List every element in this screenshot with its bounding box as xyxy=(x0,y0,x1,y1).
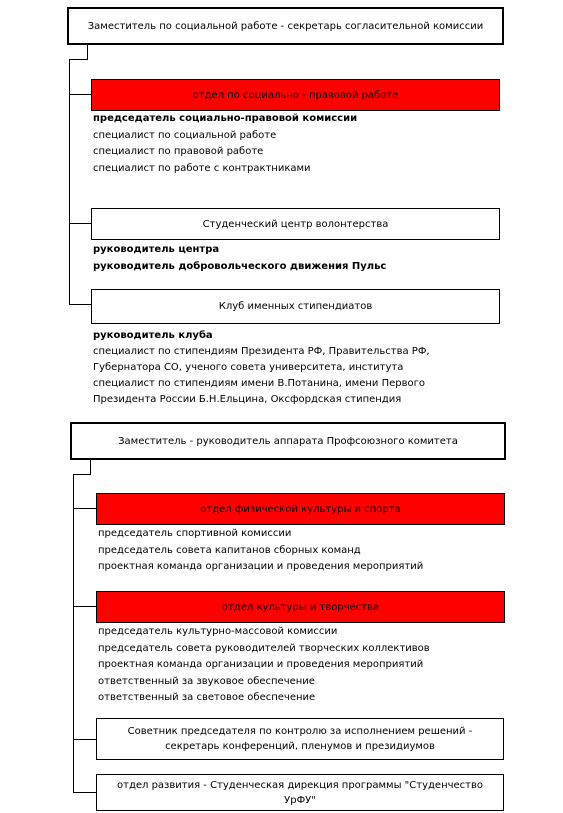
social-legal-dept-label: отдел по социально - правовой работе xyxy=(192,89,399,101)
staff-item: проектная команда организации и проведения мероприятий xyxy=(98,561,424,572)
staff-item: председатель культурно-массовой комиссии xyxy=(98,626,338,637)
deputy-social-head-box xyxy=(67,7,504,45)
staff-item: ответственный за световое обеспечение xyxy=(98,692,316,703)
volunteer-center-staff-list xyxy=(93,242,386,275)
staff-item: Президента России Б.Н.Ельцина, Оксфордская стипендия xyxy=(93,394,402,405)
staff-item: специалист по стипендиям Президента РФ, Правительства РФ, xyxy=(93,346,430,357)
staff-item: Губернатора СО, ученого совета университета, института xyxy=(93,362,404,373)
volunteer-center-label: Студенческий центр волонтерства xyxy=(202,218,389,230)
staff-item: председатель совета капитанов сборных команд xyxy=(98,544,361,556)
staff-item: председатель социально-правовой комиссии xyxy=(93,113,358,124)
staff-item: специалист по работе с контрактниками xyxy=(93,162,311,174)
culture-dept-label: отдел культуры и творчества xyxy=(221,601,380,613)
deputy-social-head-label: Заместитель по социальной работе - секретарь согласительной комиссии xyxy=(87,20,484,32)
staff-item: специалист по правовой работе xyxy=(93,146,264,157)
staff-item: председатель совета руководителей творческих коллективов xyxy=(98,642,430,654)
connector-dept1-2 xyxy=(69,223,91,224)
volunteer-center-box xyxy=(91,208,500,240)
sports-dept-staff-list xyxy=(98,526,423,576)
connector-head1-stub xyxy=(87,45,88,60)
deputy-apparatus-head-box xyxy=(70,422,506,460)
social-legal-dept-box xyxy=(91,79,500,111)
advisor-box xyxy=(96,718,504,760)
connector-dept2-3 xyxy=(73,739,96,740)
development-dept-line-1: отдел развития - Студенческая дирекция программы "Студенчество xyxy=(117,779,483,791)
advisor-line-2: секретарь конференций, пленумов и президиумов xyxy=(165,741,435,752)
connector-dept1-3 xyxy=(69,304,91,305)
connector-dept2-2 xyxy=(73,606,96,607)
connector-trunk-1 xyxy=(69,59,70,304)
scholars-club-staff-list xyxy=(93,328,430,408)
staff-item: ответственный за звуковое обеспечение xyxy=(98,675,315,687)
staff-item: председатель спортивной комиссии xyxy=(98,528,292,539)
connector-head2-drop xyxy=(73,474,90,475)
connector-dept2-1 xyxy=(73,508,96,509)
staff-item: специалист по социальной работе xyxy=(93,129,277,141)
social-legal-dept-staff-list xyxy=(93,111,357,177)
staff-item: проектная команда организации и проведения мероприятий xyxy=(98,659,424,670)
connector-trunk-2 xyxy=(73,474,74,792)
connector-head1-drop xyxy=(69,59,87,60)
staff-item: специалист по стипендиям имени В.Потанина, имени Первого xyxy=(93,378,425,389)
culture-dept-staff-list xyxy=(98,624,430,707)
development-dept-line-2: УрФУ" xyxy=(284,794,316,806)
deputy-apparatus-head-label: Заместитель - руководитель аппарата Профсоюзного комитета xyxy=(118,435,458,447)
development-dept-box xyxy=(96,774,504,811)
scholars-club-label: Клуб именных стипендиатов xyxy=(218,301,373,312)
scholars-club-box xyxy=(91,289,500,324)
sports-dept-box xyxy=(96,493,505,525)
connector-dept2-4 xyxy=(73,792,96,793)
staff-item: руководитель добровольческого движения Пульс xyxy=(93,260,387,272)
staff-item: руководитель клуба xyxy=(93,330,213,341)
advisor-line-1: Советник председателя по контролю за исполнением решений - xyxy=(127,726,473,737)
staff-item: руководитель центра xyxy=(93,244,220,255)
connector-head2-stub xyxy=(90,460,91,475)
culture-dept-box xyxy=(96,591,505,623)
connector-dept1-1 xyxy=(69,94,91,95)
sports-dept-label: отдел физической культуры и спорта xyxy=(200,503,401,515)
